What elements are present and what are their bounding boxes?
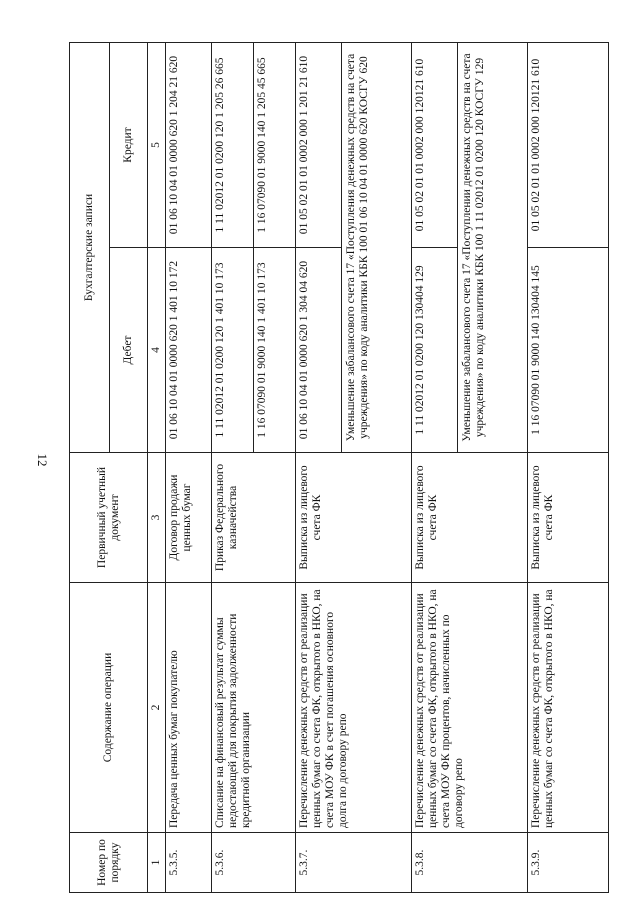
debit-entry: 1 16 07090 01 9000 140 130404 145	[528, 248, 609, 453]
credit-entry: 1 11 02012 01 0200 120 1 205 26 665	[212, 43, 254, 248]
primary-document: Выписка из лицевого счета ФК	[412, 453, 528, 583]
col-index: 5	[148, 43, 166, 248]
row-number: 5.3.9.	[528, 833, 609, 893]
page-number: 12	[35, 453, 50, 467]
header-debit: Дебет	[110, 248, 148, 453]
debit-entry: 01 06 10 04 01 0000 620 1 304 04 620	[296, 248, 342, 453]
col-index: 4	[148, 248, 166, 453]
debit-entry: 01 06 10 04 01 0000 620 1 401 10 172	[166, 248, 212, 453]
header-number: Номер по порядку	[70, 833, 148, 893]
row-number: 5.3.5.	[166, 833, 212, 893]
operation-content: Передача ценных бумаг покупателю	[166, 583, 212, 833]
operation-content: Перечисление денежных средств от реализации ценных бумаг со счета ФК, открытого в НКО, на счета МОУ ФК в счет погашения основного долга по договору репо	[296, 583, 412, 833]
operation-content: Перечисление денежных средств от реализации ценных бумаг со счета ФК, открытого в НКО, на	[528, 583, 609, 833]
debit-entry: 1 16 07090 01 9000 140 1 401 10 173	[254, 248, 296, 453]
primary-document: Выписка из лицевого счета ФК	[296, 453, 412, 583]
primary-document: Договор продажи ценных бумаг	[166, 453, 212, 583]
col-index: 2	[148, 583, 166, 833]
table-row	[212, 43, 254, 893]
table-row	[528, 43, 609, 893]
off-balance-note: Уменьшение забалансового счета 17 «Поступления денежных средств на счета учреждения» по коду аналитики КБК 100 01 06 10 04 01 0000 620 КОСГУ 620	[342, 43, 412, 453]
operation-content: Перечисление денежных средств от реализации ценных бумаг со счета ФК, открытого в НКО, на счета МОУ ФК процентов, начисленных по договору репо	[412, 583, 528, 833]
debit-entry: 1 11 02012 01 0200 120 130404 129	[412, 248, 458, 453]
debit-entry: 1 11 02012 01 0200 120 1 401 10 173	[212, 248, 254, 453]
accounting-table-rotated	[69, 43, 609, 893]
table-row	[412, 43, 458, 893]
row-number: 5.3.6.	[212, 833, 296, 893]
credit-entry: 01 05 02 01 01 0002 000 1 201 21 610	[296, 43, 342, 248]
header-credit: Кредит	[110, 43, 148, 248]
header-content: Содержание операции	[70, 583, 148, 833]
operation-content: Списание на финансовый результат суммы недостающей для покрытия задолженности кредитной организации	[212, 583, 296, 833]
credit-entry: 01 06 10 04 01 0000 620 1 204 21 620	[166, 43, 212, 248]
off-balance-note: Уменьшение забалансового счета 17 «Поступлении денежных средств на счета учреждения» по коду аналитики КБК 100 1 11 02012 01 0200 120 КОСГУ 129	[458, 43, 528, 453]
credit-entry: 01 05 02 01 01 0002 000 120121 610	[528, 43, 609, 248]
row-number: 5.3.8.	[412, 833, 528, 893]
primary-document: Приказ Федерального казначейства	[212, 453, 296, 583]
col-index: 3	[148, 453, 166, 583]
primary-document: Выписка из лицевого счета ФК	[528, 453, 609, 583]
col-index: 1	[148, 833, 166, 893]
header-document: Первичный учетный документ	[70, 453, 148, 583]
accounting-table	[69, 42, 609, 893]
credit-entry: 1 16 07090 01 9000 140 1 205 45 665	[254, 43, 296, 248]
table-row	[296, 43, 342, 893]
header-entries: Бухгалтерские записи	[70, 43, 110, 453]
table-row	[166, 43, 212, 893]
credit-entry: 01 05 02 01 01 0002 000 120121 610	[412, 43, 458, 248]
row-number: 5.3.7.	[296, 833, 412, 893]
